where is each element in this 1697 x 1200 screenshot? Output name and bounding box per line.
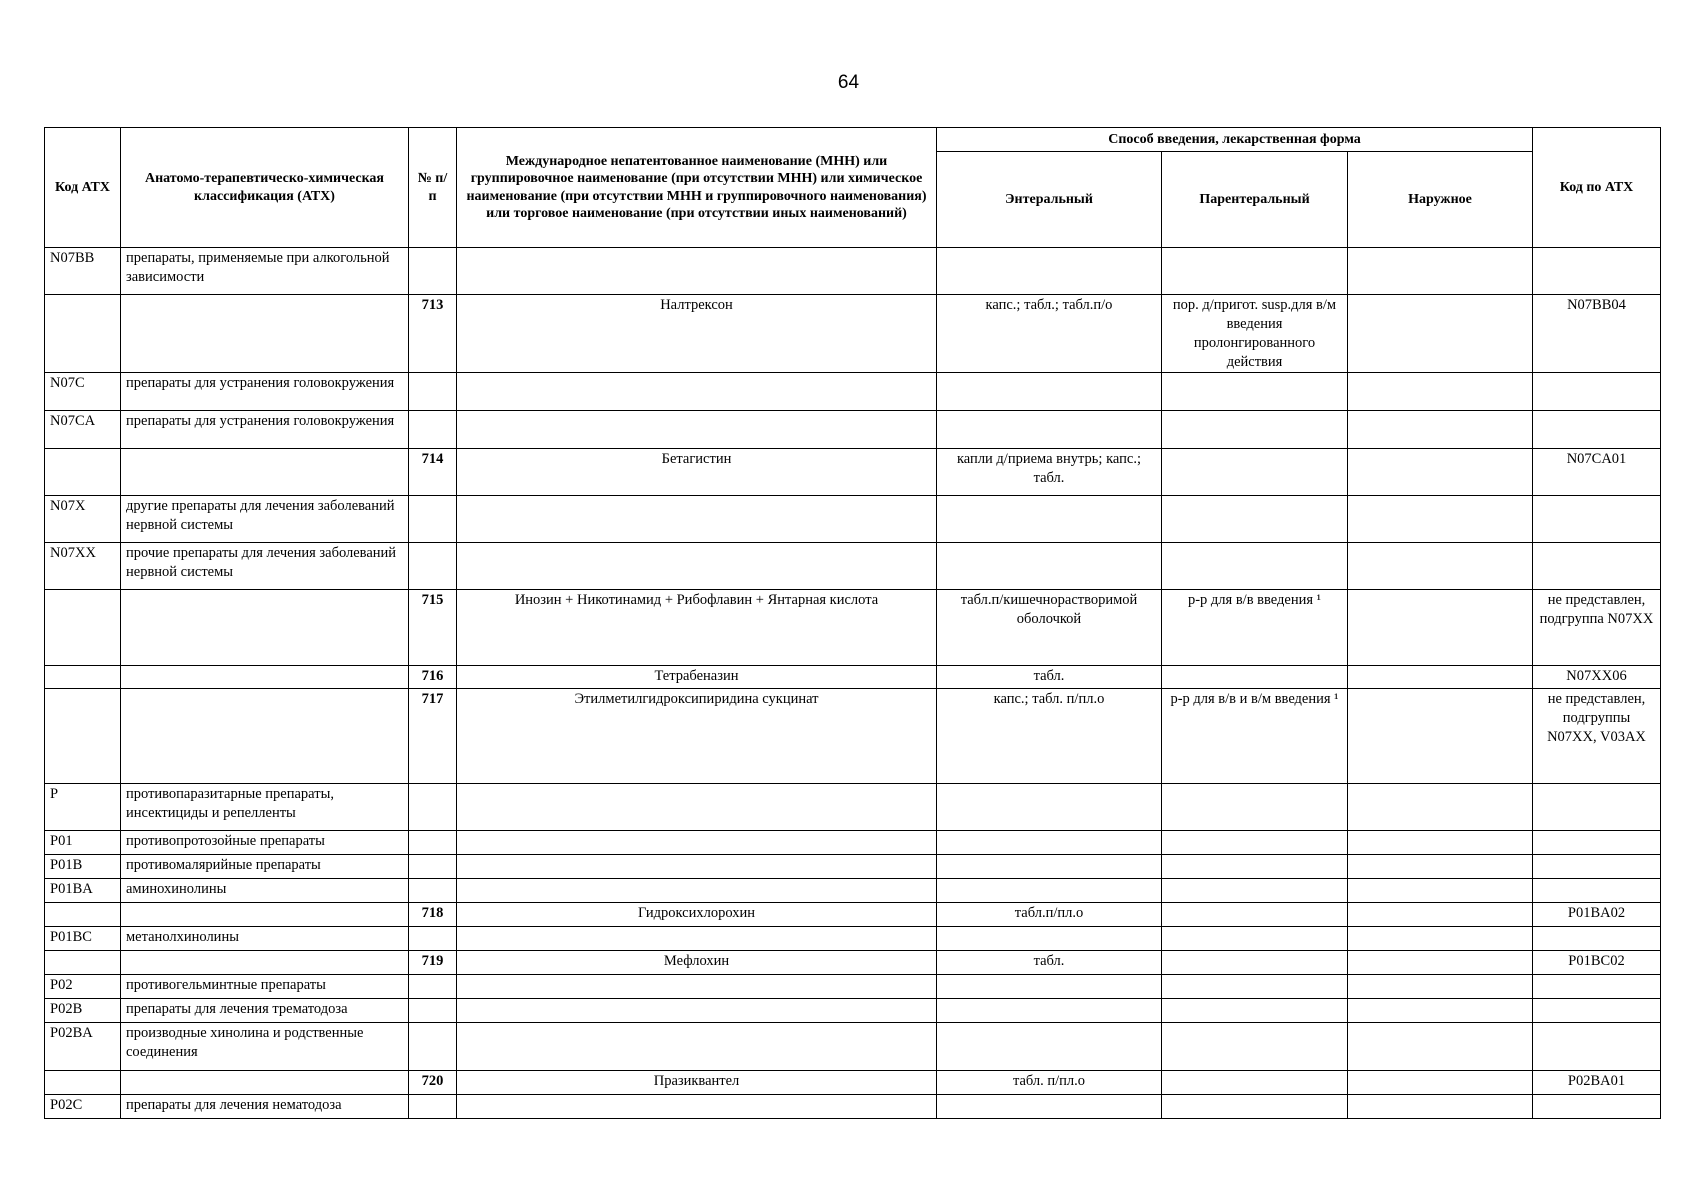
row-code: P02	[45, 975, 121, 999]
row-number	[409, 543, 457, 590]
row-parenteral-form	[1162, 831, 1348, 855]
row-atc-code	[1533, 1095, 1661, 1119]
row-parenteral-form	[1162, 411, 1348, 449]
row-parenteral-form	[1162, 999, 1348, 1023]
row-atc-code	[1533, 975, 1661, 999]
row-code	[45, 295, 121, 373]
row-parenteral-form	[1162, 248, 1348, 295]
row-external-form	[1348, 1023, 1533, 1071]
table-row	[45, 666, 1661, 689]
row-external-form	[1348, 295, 1533, 373]
table-row	[45, 903, 1661, 927]
row-code: P01BC	[45, 927, 121, 951]
row-external-form	[1348, 975, 1533, 999]
table-row	[45, 1095, 1661, 1119]
row-parenteral-form	[1162, 666, 1348, 689]
row-drug-name: Мефлохин	[457, 951, 937, 975]
row-atc-code: не представлен, подгруппа N07XX	[1533, 590, 1661, 666]
table-row	[45, 999, 1661, 1023]
row-code	[45, 903, 121, 927]
table-row	[45, 373, 1661, 411]
row-parenteral-form: р-р для в/в и в/м введения ¹	[1162, 689, 1348, 784]
row-enteral-form: табл. п/пл.о	[937, 1071, 1162, 1095]
row-classification: производные хинолина и родственные соединения	[121, 1023, 409, 1071]
row-external-form	[1348, 1095, 1533, 1119]
row-enteral-form: табл.п/пл.о	[937, 903, 1162, 927]
table-row	[45, 496, 1661, 543]
row-enteral-form: капли д/приема внутрь; капс.; табл.	[937, 449, 1162, 496]
row-drug-name: Этилметилгидроксипиридина сукцинат	[457, 689, 937, 784]
row-classification: противогельминтные препараты	[121, 975, 409, 999]
header-num: № п/п	[409, 128, 457, 248]
header-enteral: Энтеральный	[937, 152, 1162, 248]
row-drug-name	[457, 543, 937, 590]
row-drug-name	[457, 855, 937, 879]
row-number: 716	[409, 666, 457, 689]
row-drug-name	[457, 1023, 937, 1071]
row-number	[409, 784, 457, 831]
row-number	[409, 1023, 457, 1071]
row-external-form	[1348, 784, 1533, 831]
page-number: 64	[837, 72, 860, 93]
row-enteral-form	[937, 496, 1162, 543]
table-row	[45, 951, 1661, 975]
row-drug-name: Празиквантел	[457, 1071, 937, 1095]
row-drug-name	[457, 927, 937, 951]
row-drug-name	[457, 248, 937, 295]
row-classification: противопаразитарные препараты, инсектициды и репелленты	[121, 784, 409, 831]
row-external-form	[1348, 543, 1533, 590]
row-drug-name	[457, 411, 937, 449]
row-external-form	[1348, 903, 1533, 927]
row-enteral-form: капс.; табл. п/пл.о	[937, 689, 1162, 784]
row-enteral-form	[937, 248, 1162, 295]
table-row	[45, 590, 1661, 666]
row-external-form	[1348, 855, 1533, 879]
table-row	[45, 927, 1661, 951]
row-drug-name: Налтрексон	[457, 295, 937, 373]
row-atc-code	[1533, 784, 1661, 831]
table-row	[45, 248, 1661, 295]
row-atc-code: не представлен, подгруппы N07XX, V03AX	[1533, 689, 1661, 784]
row-number	[409, 831, 457, 855]
row-enteral-form	[937, 411, 1162, 449]
row-drug-name	[457, 784, 937, 831]
row-atc-code	[1533, 927, 1661, 951]
row-atc-code	[1533, 373, 1661, 411]
row-code: N07C	[45, 373, 121, 411]
row-code: P	[45, 784, 121, 831]
row-number	[409, 879, 457, 903]
row-external-form	[1348, 951, 1533, 975]
table-body	[45, 248, 1661, 1119]
row-atc-code: P02BA01	[1533, 1071, 1661, 1095]
header-classification: Анатомо-терапевтическо-химическая классификация (АТХ)	[121, 128, 409, 248]
row-code	[45, 449, 121, 496]
row-atc-code: N07BB04	[1533, 295, 1661, 373]
row-code: P01	[45, 831, 121, 855]
row-external-form	[1348, 831, 1533, 855]
row-classification	[121, 590, 409, 666]
table-row	[45, 831, 1661, 855]
row-number	[409, 411, 457, 449]
row-classification: другие препараты для лечения заболеваний нервной системы	[121, 496, 409, 543]
row-number	[409, 496, 457, 543]
row-parenteral-form	[1162, 543, 1348, 590]
row-classification	[121, 903, 409, 927]
row-classification: аминохинолины	[121, 879, 409, 903]
row-external-form	[1348, 496, 1533, 543]
row-enteral-form	[937, 1095, 1162, 1119]
row-atc-code	[1533, 496, 1661, 543]
row-classification	[121, 689, 409, 784]
row-parenteral-form	[1162, 1071, 1348, 1095]
table-row	[45, 449, 1661, 496]
row-code	[45, 951, 121, 975]
row-drug-name: Тетрабеназин	[457, 666, 937, 689]
row-code: P02BA	[45, 1023, 121, 1071]
row-classification	[121, 1071, 409, 1095]
row-classification: прочие препараты для лечения заболеваний нервной системы	[121, 543, 409, 590]
row-code: N07XX	[45, 543, 121, 590]
row-drug-name: Инозин + Никотинамид + Рибофлавин + Янтарная кислота	[457, 590, 937, 666]
header-name: Международное непатентованное наименование (МНН) или группировочное наименование (при отсутствии МНН) или химическое наименование (при отсутствии МНН и группировочного наименования) или торговое наименование (при отсутствии иных наименований)	[457, 128, 937, 248]
row-code: P01B	[45, 855, 121, 879]
row-classification: препараты для устранения головокружения	[121, 411, 409, 449]
row-enteral-form	[937, 975, 1162, 999]
row-external-form	[1348, 689, 1533, 784]
row-parenteral-form	[1162, 855, 1348, 879]
row-drug-name	[457, 496, 937, 543]
row-enteral-form	[937, 999, 1162, 1023]
row-number	[409, 927, 457, 951]
row-drug-name	[457, 975, 937, 999]
row-atc-code	[1533, 999, 1661, 1023]
row-code: N07CA	[45, 411, 121, 449]
row-drug-name	[457, 1095, 937, 1119]
row-number: 715	[409, 590, 457, 666]
table-row	[45, 411, 1661, 449]
row-classification: противопротозойные препараты	[121, 831, 409, 855]
header-parenteral: Парентеральный	[1162, 152, 1348, 248]
table-row	[45, 295, 1661, 373]
row-number	[409, 248, 457, 295]
row-parenteral-form: р-р для в/в введения ¹	[1162, 590, 1348, 666]
row-parenteral-form	[1162, 784, 1348, 831]
row-enteral-form	[937, 373, 1162, 411]
row-number	[409, 999, 457, 1023]
row-parenteral-form	[1162, 496, 1348, 543]
row-atc-code: P01BC02	[1533, 951, 1661, 975]
row-parenteral-form	[1162, 975, 1348, 999]
row-atc-code	[1533, 411, 1661, 449]
table-row	[45, 543, 1661, 590]
row-atc-code: N07CA01	[1533, 449, 1661, 496]
row-parenteral-form	[1162, 1023, 1348, 1071]
atx-table	[44, 127, 1661, 1119]
row-number	[409, 1095, 457, 1119]
row-enteral-form	[937, 831, 1162, 855]
row-drug-name	[457, 373, 937, 411]
row-atc-code	[1533, 248, 1661, 295]
header-route-group: Способ введения, лекарственная форма	[937, 128, 1533, 152]
row-code: P02C	[45, 1095, 121, 1119]
row-drug-name	[457, 999, 937, 1023]
row-parenteral-form	[1162, 951, 1348, 975]
row-external-form	[1348, 411, 1533, 449]
row-parenteral-form	[1162, 903, 1348, 927]
row-atc-code: P01BA02	[1533, 903, 1661, 927]
row-atc-code	[1533, 855, 1661, 879]
header-external: Наружное	[1348, 152, 1533, 248]
row-code	[45, 1071, 121, 1095]
row-enteral-form	[937, 855, 1162, 879]
row-enteral-form: табл.п/кишечнорастворимой оболочкой	[937, 590, 1162, 666]
row-classification: препараты для устранения головокружения	[121, 373, 409, 411]
row-atc-code	[1533, 543, 1661, 590]
row-external-form	[1348, 373, 1533, 411]
table-row	[45, 784, 1661, 831]
row-number: 714	[409, 449, 457, 496]
row-external-form	[1348, 927, 1533, 951]
row-enteral-form	[937, 784, 1162, 831]
row-atc-code	[1533, 1023, 1661, 1071]
row-enteral-form: табл.	[937, 666, 1162, 689]
row-number	[409, 975, 457, 999]
row-drug-name	[457, 831, 937, 855]
row-classification	[121, 449, 409, 496]
row-parenteral-form	[1162, 927, 1348, 951]
row-number: 717	[409, 689, 457, 784]
row-parenteral-form	[1162, 449, 1348, 496]
row-classification: препараты, применяемые при алкогольной зависимости	[121, 248, 409, 295]
table-row	[45, 975, 1661, 999]
row-classification: препараты для лечения нематодоза	[121, 1095, 409, 1119]
header-atc-code: Код по АТХ	[1533, 128, 1661, 248]
row-number: 719	[409, 951, 457, 975]
table-row	[45, 689, 1661, 784]
row-code	[45, 590, 121, 666]
row-classification: метанолхинолины	[121, 927, 409, 951]
row-atc-code	[1533, 879, 1661, 903]
table-row	[45, 879, 1661, 903]
row-parenteral-form	[1162, 373, 1348, 411]
row-drug-name	[457, 879, 937, 903]
row-code: P01BA	[45, 879, 121, 903]
row-drug-name: Бетагистин	[457, 449, 937, 496]
row-enteral-form	[937, 879, 1162, 903]
row-parenteral-form	[1162, 879, 1348, 903]
row-classification	[121, 295, 409, 373]
row-classification: препараты для лечения трематодоза	[121, 999, 409, 1023]
row-external-form	[1348, 999, 1533, 1023]
row-number: 720	[409, 1071, 457, 1095]
row-enteral-form	[937, 1023, 1162, 1071]
row-number: 718	[409, 903, 457, 927]
row-code	[45, 689, 121, 784]
row-parenteral-form	[1162, 1095, 1348, 1119]
row-external-form	[1348, 879, 1533, 903]
row-code: N07BB	[45, 248, 121, 295]
row-code: P02B	[45, 999, 121, 1023]
row-enteral-form	[937, 543, 1162, 590]
table-row	[45, 1071, 1661, 1095]
row-classification	[121, 951, 409, 975]
row-code: N07X	[45, 496, 121, 543]
row-enteral-form: капс.; табл.; табл.п/о	[937, 295, 1162, 373]
table-row	[45, 1023, 1661, 1071]
row-external-form	[1348, 666, 1533, 689]
row-atc-code	[1533, 831, 1661, 855]
row-parenteral-form: пор. д/пригот. susp.для в/м введения пролонгированного действия	[1162, 295, 1348, 373]
table-row	[45, 855, 1661, 879]
row-classification: противомалярийные препараты	[121, 855, 409, 879]
row-code	[45, 666, 121, 689]
row-external-form	[1348, 590, 1533, 666]
row-external-form	[1348, 248, 1533, 295]
row-enteral-form	[937, 927, 1162, 951]
row-classification	[121, 666, 409, 689]
row-atc-code: N07XX06	[1533, 666, 1661, 689]
row-number	[409, 373, 457, 411]
row-external-form	[1348, 449, 1533, 496]
row-enteral-form: табл.	[937, 951, 1162, 975]
header-code: Код АТХ	[45, 128, 121, 248]
row-number	[409, 855, 457, 879]
row-external-form	[1348, 1071, 1533, 1095]
row-number: 713	[409, 295, 457, 373]
row-drug-name: Гидроксихлорохин	[457, 903, 937, 927]
